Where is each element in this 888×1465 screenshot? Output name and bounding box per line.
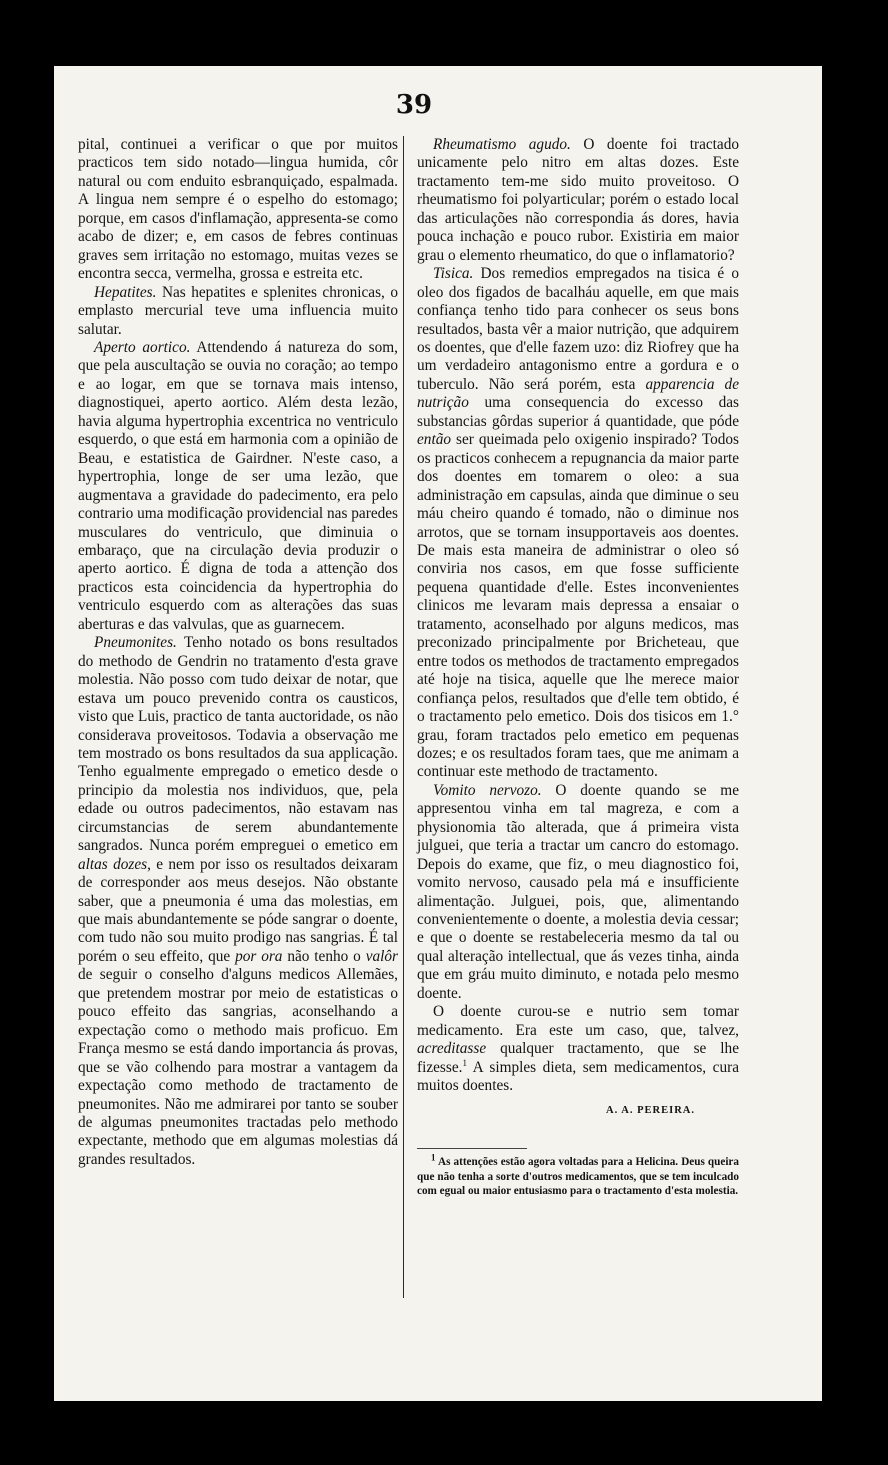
text-conclusion-c: A simples dieta, sem medicamentos, cura muitos doentes.	[417, 1058, 739, 1095]
text-pneumonites-d: de seguir o conselho d'alguns medicos Allemães, que pretendem mostrar por meio de estatisticas o pouco effeito das sangrias, aconselhando a expectação como o methodo mais proficuo. Em França mesmo se está dando importancia ás provas, que se vão colhendo para mostrar a vantagem da expectação como methodo de tractamento de pneumonites. Não me admirarei por tanto se souber de algumas pneumonites tractadas pelo methodo expectante, methodo que em algumas molestias dá grandes resultados.	[78, 966, 398, 1168]
paragraph-pneumonites	[78, 634, 398, 1169]
right-column	[417, 136, 739, 1199]
paragraph-conclusion	[417, 1003, 739, 1095]
emphasis-apparencia-de-nutricao: apparencia de nutrição	[417, 375, 739, 412]
text-rheumatismo: O doente foi tractado unicamente pelo nitro em altas dozes. Este tractamento tem-me sido muito proveitoso. O rheumatismo foi polyarticular; porém o estado local das articulações não correspondia ás dores, havia pouca inchação e pouco rubor. Existiria em maior grau o elemento rheumatico, do que o inflamatorio?	[417, 136, 739, 264]
book-page	[54, 66, 822, 1401]
term-tisica: Tisica.	[433, 265, 474, 283]
term-vomito-nervozo: Vomito nervozo.	[433, 781, 542, 799]
text-pneumonites-a: Tenho notado os bons resultados do methodo de Gendrin no tratamento d'esta grave molestia. Não posso com tudo deixar de notar, que estava um pouco prevenido contra os causticos, visto que Luis, practico de tanta auctoridade, os não considerava proveitosos. Todavia a observação me tem mostrado os bons resultados da sua applicação. Tenho egualmente empregado o emetico desde o principio da molestia nos individuos, que, pela edade ou outros padecimentos, não estavam nas circumstancias de serem abundantemente sangrados. Nunca porém empreguei o emetico em	[78, 634, 398, 855]
text-pneumonites-b: , e nem por isso os resultados deixaram de corresponder aos meus desejos. Não obstante saber, que a pneumonia é uma das molestias, em que mais abundantemente se póde sangrar o doente, com tudo não sou muito prodigo nas sangrias. É tal porém o seu effeito, que	[78, 855, 398, 965]
term-rheumatismo: Rheumatismo agudo.	[433, 136, 571, 153]
paragraph-aperto-aortico	[78, 339, 398, 634]
emphasis-entao: então	[417, 431, 451, 449]
text-conclusion-b: qualquer tractamento, que se lhe fizesse.	[417, 1040, 739, 1076]
footnote	[417, 1152, 739, 1199]
text-conclusion-a: O doente curou-se e nutrio sem tomar medicamento. Era este um caso, que, talvez,	[417, 1003, 739, 1039]
author-signature: A. A. PEREIRA.	[606, 1104, 695, 1116]
emphasis-altas-dozes: altas dozes	[78, 855, 148, 873]
text-tisica-b: uma consequencia do excesso das substancias gôrdas superior á quantidade, que póde	[417, 394, 739, 430]
emphasis-acreditasse: acreditasse	[417, 1040, 487, 1058]
text-tisica-c: ser queimada pelo oxigenio inspirado? Todos os practicos conhecem a repugnancia da maior parte dos doentes em tomarem o oleo: a sua administração em capsulas, ainda que diminue o seu máu cheiro quando é tomado, não o diminue nos arrotos, que se tornam insupportaveis aos doentes. De mais esta maneira de administrar o oleo só conviria nos casos, em que fosse sufficiente pequena quantidade d'elle. Estes inconvenientes clinicos me levaram mais depressa a ensaiar o tratamento, aconselhado por alguns medicos, mas preconizado principalmente por Bricheteau, que entre todos os methodos de tractamento empregados até hoje na tisica, aquelle que lhe merece maior confiança pelos, resultados que d'elle tem obtido, é o tractamento pelo emetico. Dois dos tisicos em 1.° grau, foram tractados pelo emetico em pequenas dozes; e os resultados foram taes, que me animam a continuar este methodo de tractamento.	[417, 431, 739, 781]
emphasis-por-ora: por ora	[235, 947, 283, 965]
footnote-text: As attenções estão agora voltadas para a Helicina. Deus queira que não tenha a sorte d'outros medicamentos, que se tem inculcado com egual ou maior entusiasmo para o tractamento d'esta molestia.	[417, 1156, 739, 1198]
term-pneumonites: Pneumonites.	[94, 634, 177, 652]
text-pneumonites-c: não tenho o	[282, 947, 366, 965]
term-hepatites: Hepatites.	[94, 283, 157, 301]
text-hepatites: Nas hepatites e splenites chronicas, o emplasto mercurial teve uma influencia muito salutar.	[78, 283, 398, 338]
footnote-rule	[417, 1148, 527, 1149]
paragraph-vomito-nervozo	[417, 782, 739, 1003]
paragraph-rheumatismo	[417, 136, 739, 265]
term-aperto-aortico: Aperto aortico.	[94, 338, 191, 356]
column-divider	[403, 136, 404, 1298]
page-number: 39	[395, 90, 433, 120]
paragraph-lingua: pital, continuei a verificar o que por muitos practicos tem sido notado—lingua humida, côr natural ou com enduito esbranquiçado, espalmada. A lingua nem sempre é o espelho do estomago; porque, em casos d'inflamação, appresenta-se como acabo de dizer; e, em casos de febres continuas graves sem irritação no estomago, muitas vezes se encontra secca, vermelha, grossa e estreita etc.	[78, 136, 398, 283]
footnote-reference: 1	[462, 1057, 467, 1068]
text-tisica-a: Dos remedios empregados na tisica é o oleo dos figados de bacalháu aquelle, em que mais confiança tenho tido para conhecer os seus bons resultados, basta vêr a maior nutrição, que adquirem os doentes, que d'elle fazem uzo: diz Riofrey que ha um verdadeiro antagonismo entre a gordura e o tuberculo. Não será porém, esta	[417, 265, 739, 393]
footnote-mark: 1	[431, 1152, 436, 1163]
paragraph-hepatites	[78, 284, 398, 339]
paragraph-tisica	[417, 265, 739, 782]
text-aperto-aortico: Attendendo á natureza do som, que pela auscultação se ouvia no coração; ao tempo e ao logar, em que se tornava mais intenso, diagnostiquei, aperto aortico. Além desta lezão, havia alguma hypertrophia excentrica no ventriculo esquerdo, o que está em harmonia com a opinião de Beau, e estatistica de Gairdner. N'este caso, a hypertrophia, longe de ser uma lezão, que augmentava a gravidade do padecimento, era pelo contrario uma modificação providencial nas paredes musculares do ventriculo, que diminuia o embaraço, que na circulação devia produzir o aperto aortico. É digna de toda a attenção dos practicos esta coincidencia da hypertrophia do ventriculo esquerdo com as alterações das suas aberturas e das valvulas, que as guarnecem.	[78, 338, 398, 633]
text-vomito-nervozo: O doente quando se me appresentou vinha em tal magreza, e com a physionomia tão alterada, que á primeira vista julguei, que teria a tractar um cancro do estomago. Depois do exame, que fiz, o meu diagnostico foi, vomito nervoso, causado pela má e insufficiente alimentação. Julguei, pois, que, alimentando convenientemente o doente, a molestia devia cessar; e que o doente se restabeleceria mesmo da tal ou qual alteração intellectual, que ás vezes tinha, ainda que em gráu muito diminuto, e notada pelo mesmo doente.	[417, 781, 739, 1002]
emphasis-valor: valôr	[365, 947, 398, 965]
left-column	[78, 136, 398, 1169]
